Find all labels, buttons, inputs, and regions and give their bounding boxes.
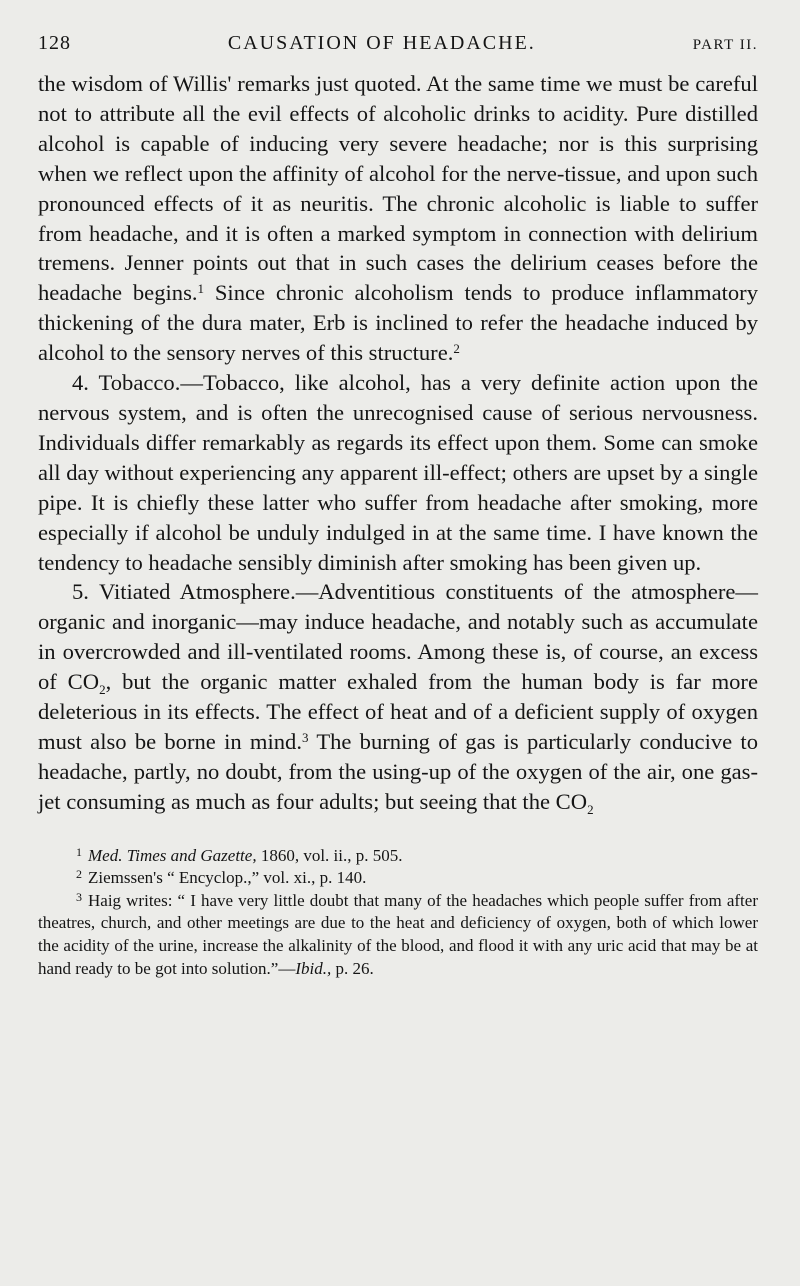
paragraph-text: 5. Vitiated Atmosphere.—Adventitious constituents of the atmosphere—organic and inorganic—may induce headache, and notably such as accumulate in overcrowded and ill-ventilated rooms. Among these is, of course, an excess of CO [38,579,758,695]
paragraph-text: , but the organic matter exhaled from the human body is far more deleterious in its effects. The effect of heat and of a deficient supply of oxygen must also be borne in mind. [38,669,758,754]
paragraph-text: Since chronic alcoholism tends to produce inflammatory thickening of the dura mater, Erb is inclined to refer the headache induced by alcohol to the sensory nerves of this structure. [38,280,758,366]
footnote-3 [38,890,758,980]
running-title: CAUSATION OF HEADACHE. [227,32,536,54]
page-number: 128 [38,32,71,54]
footnote-number: 3 [76,889,82,904]
footnote-text: Haig writes: “ I have very little doubt that many of the headaches which people suffer from after theatres, church, and other meetings are due to the heat and deficiency of oxygen, both of which lower the acidity of the urine, increase the alkalinity of the blood, and flood it with any uric acid that may be at hand ready to be got into solution.”— [38,890,758,978]
footnotes [38,845,758,981]
footnote-text: p. 26. [331,958,374,978]
footnote-number: 1 [76,844,82,859]
subscript: 2 [587,801,594,817]
footnote-source-title: Med. Times and Gazette, [88,845,257,865]
footnote-2 [38,867,758,890]
main-text [38,69,758,817]
footnote-ref: 3 [301,729,309,745]
paragraph-text: The burning of gas is particularly conducive to headache, partly, no doubt, from the using-up of the oxygen of the air, one gas-jet consuming as much as four adults; but seeing that the CO [38,728,758,814]
paragraph-text: the wisdom of Willis' remarks just quoted. At the same time we must be careful not to attribute all the evil effects of alcoholic drinks to acidity. Pure distilled alcohol is capable of inducing very severe headache; nor is this surprising when we reflect upon the affinity of alcohol for the nerve-tissue, and upon such pronounced effects of it as neuritis. The chronic alcoholic is liable to suffer from headache, and it is often a marked symptom in connection with delirium tremens. Jenner points out that in such cases the delirium ceases before the headache begins. [38,71,758,306]
running-header [38,32,758,55]
paragraph-vitiated-atmosphere [38,577,758,816]
paragraph-tobacco: 4. Tobacco.—Tobacco, like alcohol, has a very definite action upon the nervous system, and is often the unrecognised cause of serious nervousness. Individuals differ remarkably as regards its effect upon them. Some can smoke all day without experiencing any apparent ill-effect; others are upset by a single pipe. It is chiefly these latter who suffer from headache after smoking, more especially if alcohol be unduly indulged in at the same time. I have known the tendency to headache sensibly diminish after smoking has been given up. [38,370,758,575]
subscript: 2 [99,682,106,698]
paragraph-alcohol [38,69,758,368]
footnote-1 [38,845,758,868]
footnote-ref: 1 [197,281,205,297]
footnote-number: 2 [76,867,82,882]
footnote-text: 1860, vol. ii., p. 505. [256,845,403,865]
footnote-text: Ziemssen's “ Encyclop.,” vol. xi., p. 140. [88,868,367,888]
part-label: PART II. [692,37,758,53]
footnote-ibid: Ibid., [295,958,332,978]
footnote-ref: 2 [453,341,460,357]
